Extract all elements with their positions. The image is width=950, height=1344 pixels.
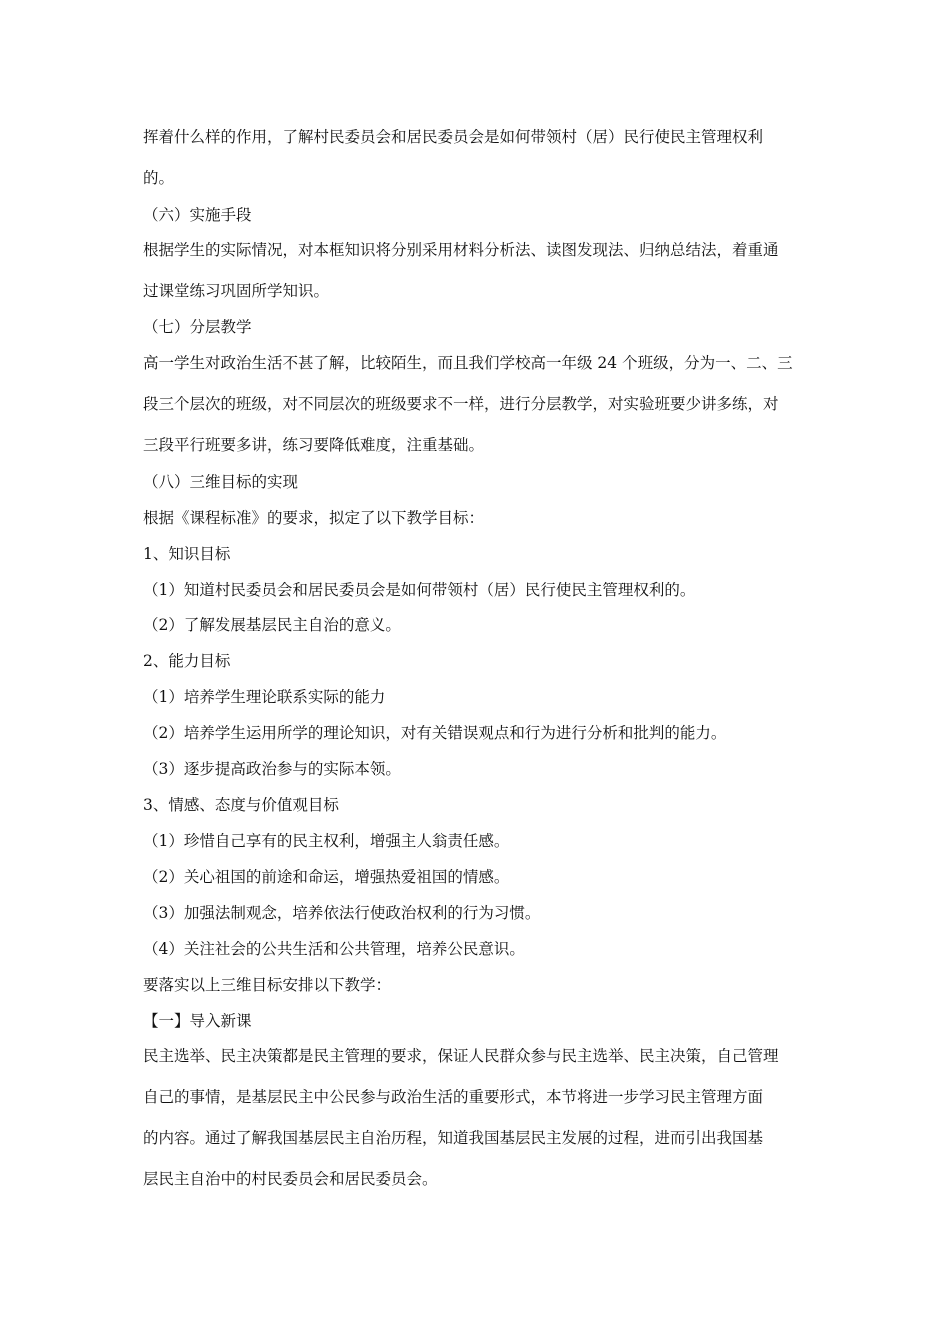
list-item: （1）珍惜自己享有的民主权利，增强主人翁责任感。 — [143, 832, 510, 850]
text-line: 根据学生的实际情况，对本框知识将分别采用材料分析法、读图发现法、归纳总结法，着重通 — [143, 241, 779, 259]
text-line: 民主选举、民主决策都是民主管理的要求，保证人民群众参与民主选举、民主决策，自己管理 — [143, 1047, 779, 1065]
text-line: 挥着什么样的作用，了解村民委员会和居民委员会是如何带领村（居）民行使民主管理权利 — [143, 128, 764, 146]
text-line: 段三个层次的班级，对不同层次的班级要求不一样，进行分层教学，对实验班要少讲多练，对 — [143, 395, 779, 413]
subsection-heading: 3、情感、态度与价值观目标 — [143, 796, 339, 814]
list-item: （1）培养学生理论联系实际的能力 — [143, 688, 386, 706]
text-line: 根据《课程标准》的要求，拟定了以下教学目标： — [143, 509, 485, 527]
section-heading: 【一】导入新课 — [143, 1012, 252, 1030]
section-heading: （六）实施手段 — [143, 206, 252, 224]
text-line: 的。 — [143, 169, 175, 187]
list-item: （3）逐步提高政治参与的实际本领。 — [143, 760, 401, 778]
text-line: 过课堂练习巩固所学知识。 — [143, 282, 330, 300]
text-line: 自己的事情，是基层民主中公民参与政治生活的重要形式，本节将进一步学习民主管理方面 — [143, 1088, 764, 1106]
text-line: 三段平行班要多讲，练习要降低难度，注重基础。 — [143, 436, 485, 454]
list-item: （4）关注社会的公共生活和公共管理，培养公民意识。 — [143, 940, 525, 958]
text-line: 层民主自治中的村民委员会和居民委员会。 — [143, 1170, 438, 1188]
section-heading: （八）三维目标的实现 — [143, 473, 299, 491]
text-line: 要落实以上三维目标安排以下教学： — [143, 976, 392, 994]
list-item: （3）加强法制观念，培养依法行使政治权利的行为习惯。 — [143, 904, 541, 922]
subsection-heading: 2、能力目标 — [143, 652, 231, 670]
section-heading: （七）分层教学 — [143, 318, 252, 336]
subsection-heading: 1、知识目标 — [143, 545, 231, 563]
text-line: 高一学生对政治生活不甚了解，比较陌生，而且我们学校高一年级 24 个班级，分为一、二、三 — [143, 354, 793, 372]
list-item: （2）关心祖国的前途和命运，增强热爱祖国的情感。 — [143, 868, 510, 886]
text-line: 的内容。通过了解我国基层民主自治历程，知道我国基层民主发展的过程，进而引出我国基 — [143, 1129, 764, 1147]
list-item: （1）知道村民委员会和居民委员会是如何带领村（居）民行使民主管理权利的。 — [143, 581, 696, 599]
list-item: （2）培养学生运用所学的理论知识，对有关错误观点和行为进行分析和批判的能力。 — [143, 724, 727, 742]
list-item: （2）了解发展基层民主自治的意义。 — [143, 616, 401, 634]
